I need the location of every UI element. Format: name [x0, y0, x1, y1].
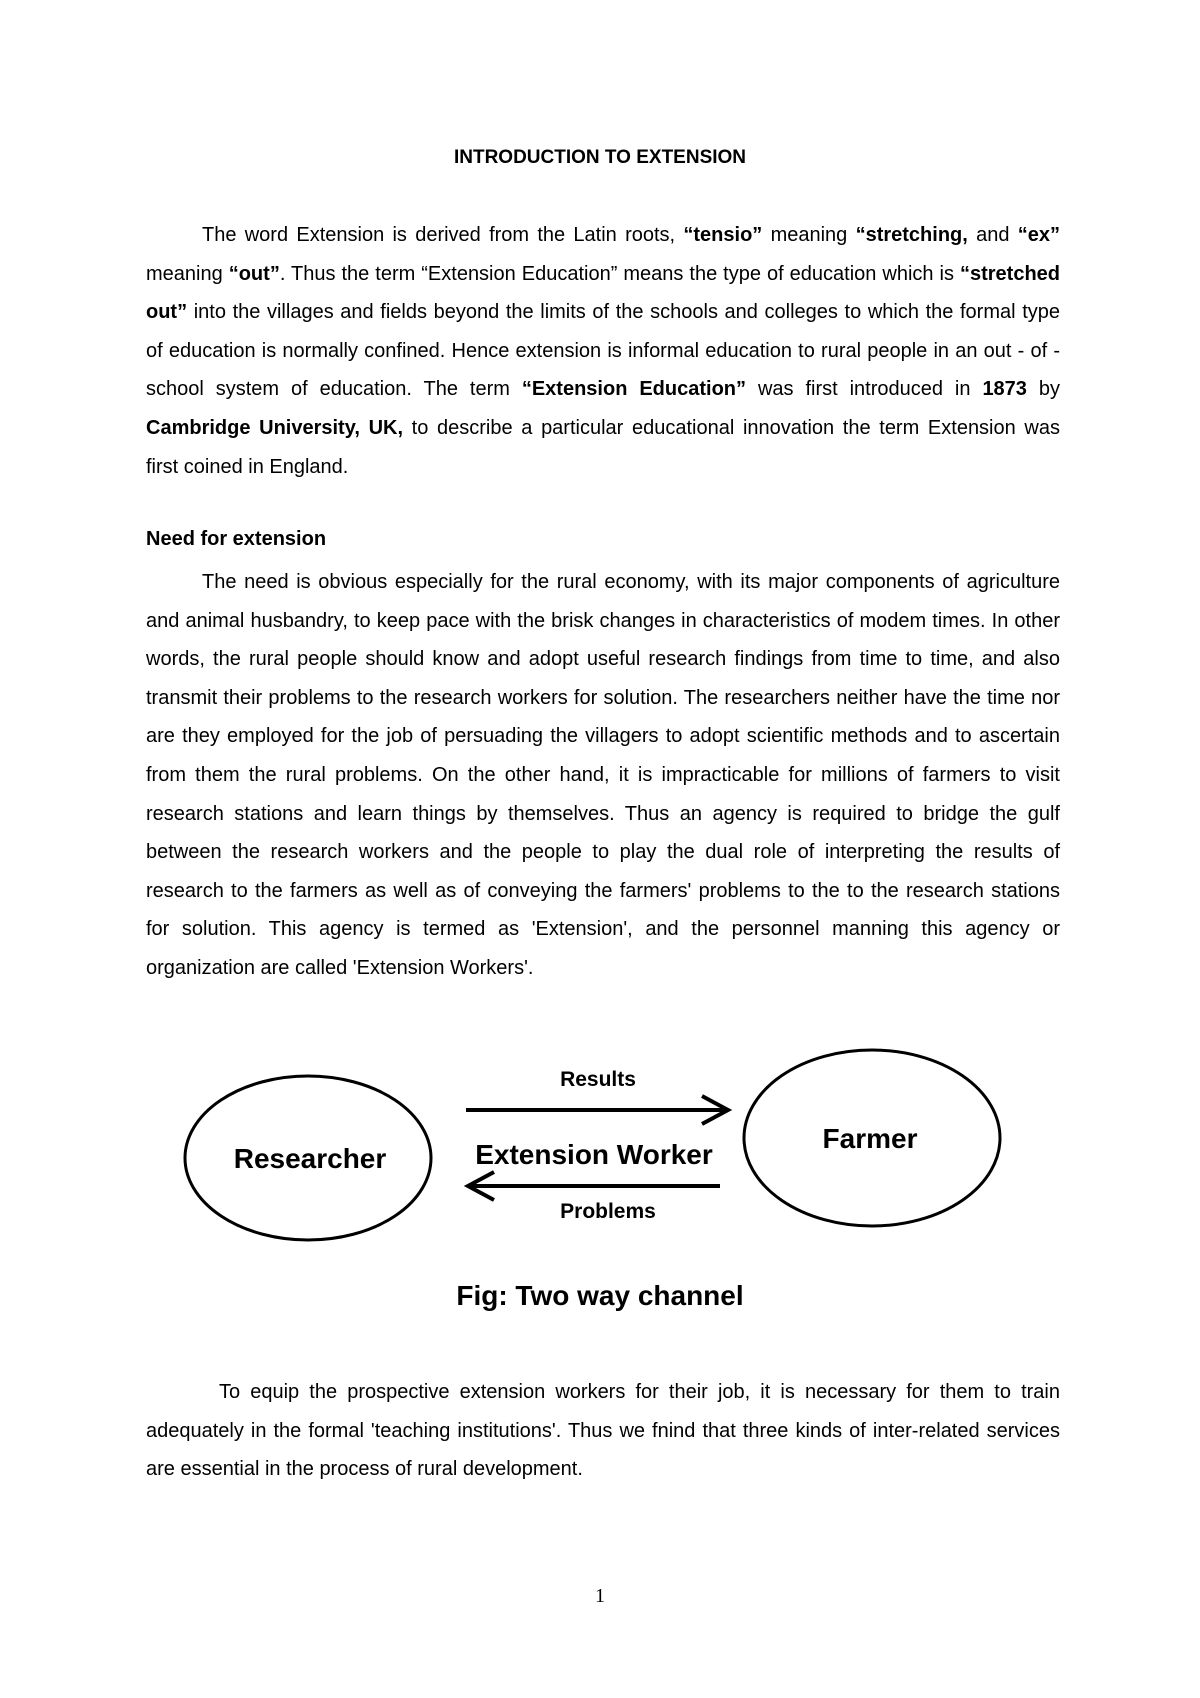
intro-bold-stretching: “stretching, [855, 224, 968, 246]
intro-bold-ex: “ex” [1017, 224, 1061, 246]
results-label: Results [560, 1068, 636, 1091]
closing-paragraph: To equip the prospective extension workers for their job, it is necessary for them to train adequately in the formal 'teaching institutions'. Thus we fnind that three kinds of inter-related services are essential in the process of rural development. [146, 1381, 1060, 1481]
intro-bold-out: “out” [228, 262, 280, 285]
intro-text-2: meaning [762, 224, 856, 246]
intro-text-5: . Thus the term “Extension Education” means the type of education which is [279, 262, 960, 285]
extension-worker-label: Extension Worker [475, 1139, 713, 1170]
researcher-label: Researcher [233, 1143, 387, 1174]
intro-text-8: by [1026, 378, 1060, 401]
intro-text-9: to describe a particular educational innovation the term Extension was first coined in England. [146, 416, 1060, 478]
farmer-label: Farmer [822, 1123, 918, 1154]
need-paragraph: The need is obvious especially for the rural economy, with its major components of agriculture and animal husbandry, to keep pace with the brisk changes in characteristics of modem times. In other words, the rural people should know and adopt useful research findings from time to time, and also transmit their problems to the research workers for solution. The researchers neither have the time nor are they employed for the job of persuading the villagers to adopt scientific methods and to ascertain from them the rural problems. On the other hand, it is impracticable for millions of farmers to visit research stations and learn things by themselves. Thus an agency is required to bridge the gulf between the research workers and the people to play the dual role of interpreting the results of research to the farmers as well as of conveying the farmers' problems to the to the research stations for solution. This agency is termed as 'Extension', and the personnel manning this agency or organization are called 'Extension Workers'. [146, 571, 1060, 979]
section-heading-need: Need for extension [146, 528, 327, 550]
intro-text-1: The word Extension is derived from the Latin roots, [202, 224, 684, 246]
intro-bold-tensio: “tensio” [683, 224, 763, 246]
intro-text-6: into the villages and fields beyond the limits of the schools and colleges to which the formal type of education is normally confined. Hence extension is informal education to rural people in an out - of - school system of education. The term [146, 301, 1060, 401]
figure-caption: Fig: Two way channel [456, 1280, 744, 1311]
two-way-channel-diagram [180, 1040, 1020, 1250]
intro-text-4: meaning [146, 262, 229, 285]
problems-label: Problems [560, 1200, 656, 1223]
page-number: 1 [595, 1585, 605, 1607]
intro-bold-extension-education: “Extension Education” [521, 378, 747, 401]
intro-text-7: was first introduced in [746, 378, 983, 401]
intro-bold-year: 1873 [982, 378, 1027, 401]
intro-paragraph [146, 216, 1060, 486]
intro-text-3: and [967, 224, 1018, 246]
intro-bold-stretched-out: “stretched out” [146, 262, 1060, 324]
intro-bold-cambridge: Cambridge University, UK, [146, 416, 404, 439]
page-title: INTRODUCTION TO EXTENSION [453, 147, 747, 168]
